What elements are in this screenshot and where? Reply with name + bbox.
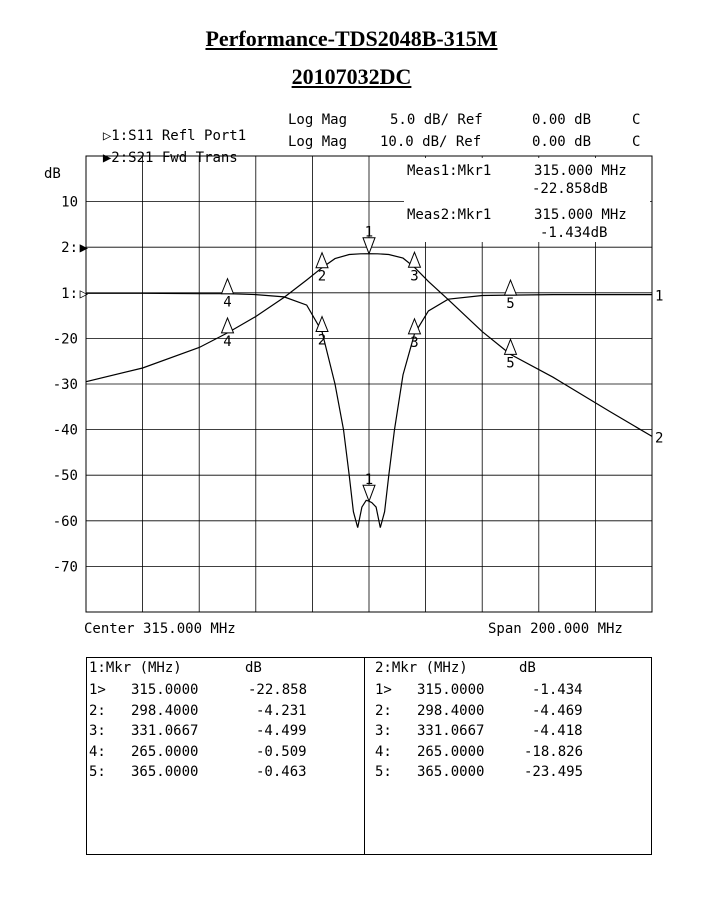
- marker-id: 3:: [89, 723, 106, 739]
- marker-table-trace1: [87, 658, 365, 854]
- marker-1-5: [505, 280, 517, 312]
- trace-2-marker: ▶: [102, 150, 112, 166]
- marker-2-4: [222, 318, 234, 350]
- marker-value: -22.858: [248, 682, 308, 698]
- y-tick-label: -60: [52, 513, 78, 530]
- marker-triangle: [222, 318, 234, 333]
- marker-label: 3: [410, 268, 419, 285]
- marker-2-5: [505, 339, 517, 371]
- y-tick-label: -40: [52, 422, 78, 439]
- trace-1-ref: 0.00 dB: [532, 112, 592, 128]
- marker-freq: 265.0000: [131, 743, 199, 760]
- marker-1-2: [316, 317, 328, 349]
- y-tick-label: -20: [52, 331, 78, 348]
- marker-freq: 365.0000: [417, 764, 485, 780]
- meas1-label: Meas1:Mkr1: [407, 163, 492, 179]
- trace-2-id: 2:S21 Fwd Trans: [111, 150, 238, 166]
- meas1-value: -22.858dB: [532, 181, 608, 197]
- marker-value: -0.463: [256, 764, 307, 780]
- marker-id: 3:: [375, 723, 392, 739]
- trace-2-flag: C: [632, 134, 641, 150]
- span-frequency: Span 200.000 MHz: [488, 621, 623, 637]
- y-tick-label: 2:: [61, 240, 78, 257]
- marker-table: [86, 657, 652, 855]
- y-ref-marker: ▶: [79, 240, 88, 257]
- meas2-value: -1.434dB: [540, 225, 608, 241]
- y-tick-label: -50: [52, 468, 78, 485]
- marker-label: 2: [317, 332, 327, 349]
- marker-value: -4.418: [532, 723, 583, 739]
- trace-end-label-1: 1: [655, 288, 664, 305]
- meas2-label: Meas2:Mkr1: [407, 207, 492, 223]
- marker-id: 4:: [89, 743, 106, 760]
- y-tick-label: -70: [52, 559, 78, 576]
- trace-end-labels: [655, 289, 663, 447]
- marker-id: 1>: [375, 682, 392, 698]
- trace-1-marker: ▷: [102, 128, 112, 144]
- trace-1-id: 1:S11 Refl Port1: [111, 128, 247, 144]
- center-frequency: Center 315.000 MHz: [84, 621, 236, 637]
- marker-label: 5: [506, 296, 515, 313]
- marker-1-4: [222, 279, 234, 311]
- marker-value: -4.499: [256, 723, 307, 739]
- marker-freq: 298.4000: [417, 702, 485, 719]
- marker-id: 1>: [89, 682, 106, 698]
- y-unit-label: dB: [44, 166, 61, 182]
- page-subtitle: 20107032DC: [291, 64, 412, 89]
- marker-freq: 315.0000: [131, 682, 199, 698]
- marker-id: 2:: [89, 702, 106, 719]
- marker-label: 4: [223, 294, 232, 311]
- trace-1-scale: 5.0 dB/ Ref: [390, 112, 483, 128]
- marker-triangle: [316, 253, 328, 268]
- marker-triangle: [222, 279, 234, 294]
- y-tick-label: 10: [61, 194, 78, 211]
- marker-label: 1: [364, 224, 374, 241]
- marker-triangle: [505, 280, 517, 295]
- table-header-db: dB: [519, 660, 536, 676]
- marker-value: -23.495: [524, 764, 584, 780]
- y-tick-label: -30: [52, 377, 78, 393]
- marker-id: 5:: [89, 764, 106, 780]
- marker-table-trace2: [365, 658, 651, 854]
- meas2-freq: 315.000 MHz: [534, 207, 627, 223]
- trace-end-label-2: 2: [655, 430, 664, 447]
- marker-2-2: [316, 253, 328, 285]
- trace-1-format: Log Mag: [288, 112, 348, 128]
- marker-label: 1: [364, 472, 374, 489]
- marker-id: 4:: [375, 743, 392, 760]
- marker-value: -4.231: [256, 702, 307, 719]
- marker-freq: 331.0667: [417, 723, 485, 739]
- marker-value: -18.826: [524, 743, 584, 760]
- marker-value: -4.469: [532, 702, 583, 719]
- meas1-freq: 315.000 MHz: [534, 163, 627, 179]
- table-header-mkr: 1:Mkr (MHz): [89, 660, 182, 676]
- page-title: Performance-TDS2048B-315M: [205, 26, 498, 51]
- marker-triangle: [408, 252, 420, 267]
- marker-1-1: [363, 472, 375, 501]
- y-tick-label: 1:: [61, 285, 78, 302]
- marker-freq: 331.0667: [131, 723, 199, 739]
- marker-freq: 298.4000: [131, 702, 199, 719]
- marker-2-1: [363, 225, 375, 254]
- marker-id: 5:: [375, 764, 392, 780]
- marker-id: 2:: [375, 702, 392, 719]
- trace-2-format: Log Mag: [288, 134, 348, 150]
- trace-2-scale: 10.0 dB/ Ref: [380, 134, 482, 150]
- marker-label: 3: [410, 334, 419, 351]
- y-axis: [53, 195, 89, 576]
- marker-value: -0.509: [256, 743, 307, 760]
- marker-triangle: [505, 339, 517, 354]
- marker-freq: 315.0000: [417, 682, 485, 698]
- marker-label: 4: [223, 333, 232, 350]
- trace-2-ref: 0.00 dB: [532, 134, 592, 150]
- y-ref-marker: ▷: [79, 285, 88, 302]
- marker-1-3: [408, 319, 420, 351]
- marker-label: 5: [506, 355, 515, 372]
- marker-label: 2: [317, 268, 327, 285]
- table-header-db: dB: [245, 660, 262, 676]
- marker-freq: 265.0000: [417, 743, 485, 760]
- marker-value: -1.434: [532, 682, 583, 698]
- marker-freq: 365.0000: [131, 764, 199, 780]
- table-header-mkr: 2:Mkr (MHz): [375, 660, 468, 676]
- marker-2-3: [408, 252, 420, 284]
- trace-1-flag: C: [632, 112, 641, 128]
